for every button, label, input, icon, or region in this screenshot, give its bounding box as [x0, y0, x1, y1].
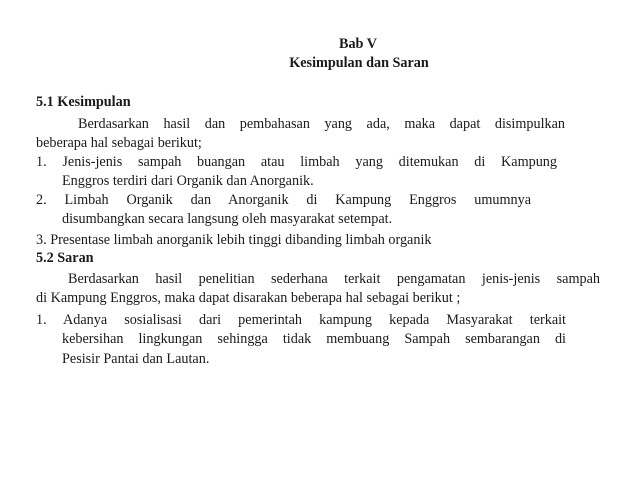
- chapter-label: Bab V: [339, 36, 377, 52]
- kesimpulan-item-2-line-2: disumbangkan secara langsung oleh masyarakat setempat.: [62, 211, 393, 227]
- saran-item-1-line-3: Pesisir Pantai dan Lautan.: [62, 351, 210, 367]
- kesimpulan-intro-line-1: Berdasarkan hasil dan pembahasan yang ada, maka dapat disimpulkan: [78, 116, 565, 132]
- saran-intro-line-2: di Kampung Enggros, maka dapat disarakan beberapa hal sebagai berikut ;: [36, 290, 461, 306]
- saran-intro-line-1: Berdasarkan hasil penelitian sederhana terkait pengamatan jenis-jenis sampah: [68, 271, 600, 287]
- section-heading-kesimpulan: 5.1 Kesimpulan: [36, 94, 131, 110]
- kesimpulan-item-2-line-1: 2. Limbah Organik dan Anorganik di Kampung Enggros umumnya: [36, 192, 531, 208]
- kesimpulan-item-3: 3. Presentase limbah anorganik lebih tinggi dibanding limbah organik: [36, 232, 432, 248]
- saran-item-1-line-1: 1. Adanya sosialisasi dari pemerintah kampung kepada Masyarakat terkait: [36, 312, 566, 328]
- kesimpulan-item-1-line-1: 1. Jenis-jenis sampah buangan atau limbah yang ditemukan di Kampung: [36, 154, 557, 170]
- saran-item-1-line-2: kebersihan lingkungan sehingga tidak membuang Sampah sembarangan di: [62, 331, 566, 347]
- kesimpulan-item-1-line-2: Enggros terdiri dari Organik dan Anorganik.: [62, 173, 314, 189]
- kesimpulan-intro-line-2: beberapa hal sebagai berikut;: [36, 135, 202, 151]
- page-title: Kesimpulan dan Saran: [289, 55, 429, 71]
- section-heading-saran: 5.2 Saran: [36, 250, 94, 266]
